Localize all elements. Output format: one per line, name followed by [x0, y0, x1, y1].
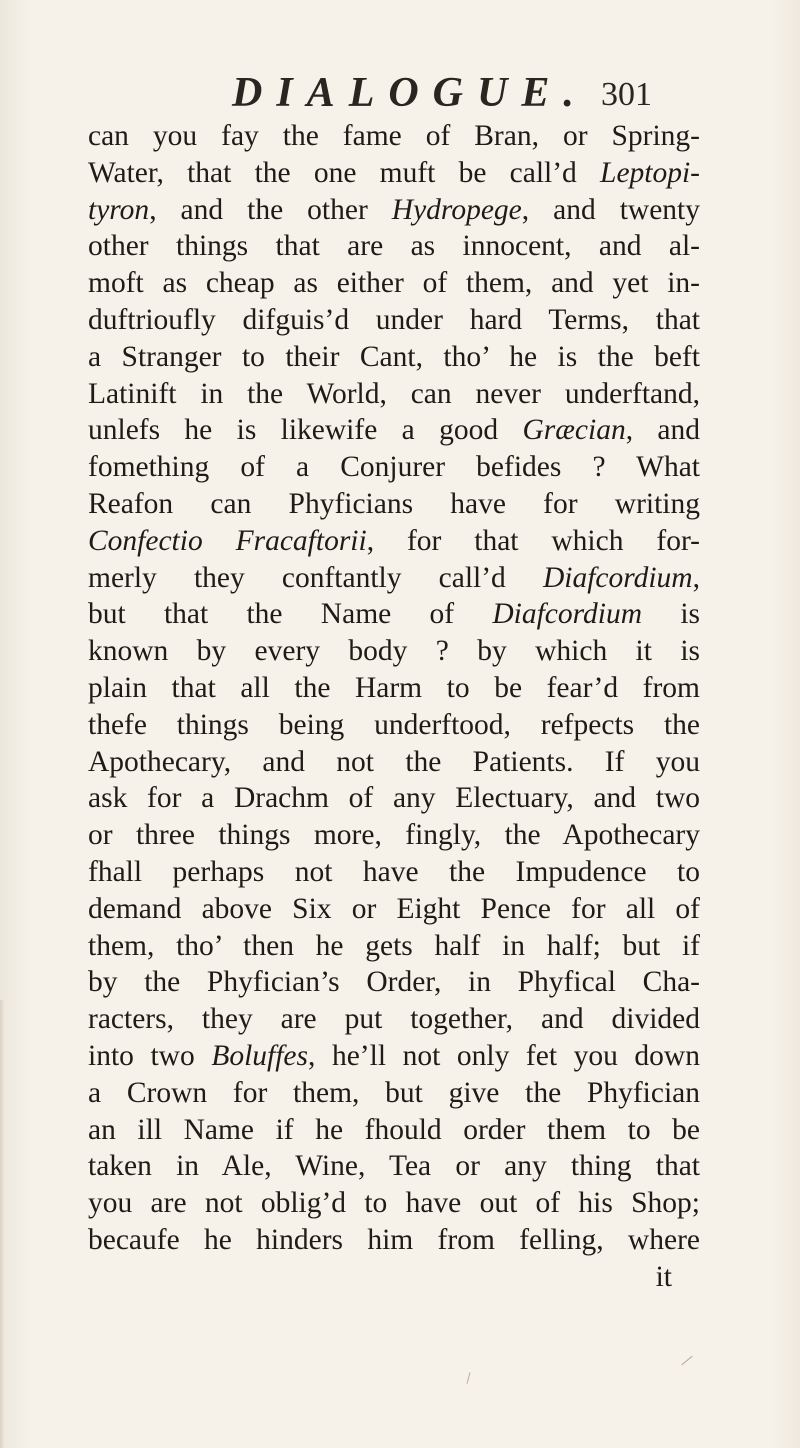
- text-line: [88, 449, 700, 486]
- text-line: [88, 523, 700, 560]
- text-line: [88, 192, 700, 229]
- italic-text-span: Leptopi-: [600, 156, 700, 189]
- text-line: [88, 964, 700, 1001]
- italic-text-span: Boluffes: [211, 1039, 308, 1072]
- text-span: is: [642, 598, 700, 631]
- text-span: Water, that the one muft be call’d: [88, 156, 601, 189]
- italic-text-span: Græcian: [522, 414, 626, 447]
- text-line: [88, 1185, 700, 1222]
- text-line: [88, 1001, 700, 1038]
- text-span: a Crown for them, but give the Phyfician: [88, 1076, 700, 1109]
- text-line: [88, 1222, 700, 1259]
- text-span: merly they conftantly call’d: [88, 561, 543, 594]
- running-head: DIALOGUE.: [232, 70, 588, 116]
- text-span: fomething of a Conjurer befides ? What: [88, 451, 700, 484]
- text-span: plain that all the Harm to be fear’d from: [88, 671, 700, 704]
- italic-text-span: Diafcordium: [542, 561, 693, 594]
- page-number: 301: [601, 76, 652, 113]
- text-line: [88, 707, 700, 744]
- body-text: [88, 118, 700, 1296]
- text-span: thefe things being underftood, refpects the: [88, 708, 700, 741]
- italic-text-span: Diafcordium: [492, 598, 643, 631]
- text-line: [88, 891, 700, 928]
- text-line: [88, 118, 700, 155]
- text-span: it: [655, 1260, 672, 1293]
- text-line: [88, 1148, 700, 1185]
- text-span: , and the other: [149, 193, 392, 226]
- text-span: you are not oblig’d to have out of his Shop;: [88, 1187, 700, 1220]
- text-line: [88, 560, 700, 597]
- text-span: , for that which for-: [366, 524, 700, 557]
- text-line: [88, 854, 700, 891]
- text-span: , and twenty: [521, 193, 701, 226]
- text-line: [88, 780, 700, 817]
- italic-text-span: Confectio Fracaftorii: [88, 524, 367, 557]
- text-span: Apothecary, and not the Patients. If you: [88, 745, 700, 778]
- text-span: moft as cheap as either of them, and yet in-: [88, 267, 700, 300]
- page-edge-shadow: [0, 1000, 6, 1448]
- text-span: duftrioufly difguis’d under hard Terms, that: [88, 303, 700, 336]
- text-line: [88, 265, 700, 302]
- text-line: [88, 596, 700, 633]
- italic-text-span: Hydropege: [391, 193, 522, 226]
- text-span: them, tho’ then he gets half in half; but if: [88, 929, 700, 962]
- text-line: [88, 486, 700, 523]
- italic-text-span: tyron: [88, 193, 150, 226]
- text-line: [88, 670, 700, 707]
- text-line: [88, 1259, 700, 1296]
- text-line: [88, 155, 700, 192]
- text-span: a Stranger to their Cant, tho’ he is the beft: [88, 340, 700, 373]
- text-span: but that the Name of: [88, 598, 493, 631]
- text-line: [88, 928, 700, 965]
- text-line: [88, 1112, 700, 1149]
- text-span: fhall perhaps not have the Impudence to: [88, 855, 700, 888]
- text-span: Latinift in the World, can never underftand,: [88, 377, 700, 410]
- text-span: becaufe he hinders him from felling, where: [88, 1223, 700, 1256]
- text-span: ask for a Drachm of any Electuary, and two: [88, 782, 700, 815]
- text-line: [88, 412, 700, 449]
- text-line: [88, 1038, 700, 1075]
- text-span: demand above Six or Eight Pence for all of: [88, 892, 700, 925]
- text-line: [88, 1075, 700, 1112]
- text-span: other things that are as innocent, and al-: [88, 230, 700, 263]
- text-span: known by every body ? by which it is: [88, 635, 700, 668]
- text-span: can you fay the fame of Bran, or Spring-: [88, 120, 700, 152]
- text-span: an ill Name if he fhould order them to be: [88, 1113, 700, 1146]
- text-span: or three things more, fingly, the Apothecary: [88, 819, 700, 852]
- text-line: [88, 228, 700, 265]
- text-span: racters, they are put together, and divided: [88, 1003, 700, 1036]
- text-line: [88, 339, 700, 376]
- text-span: Reafon can Phyficians have for writing: [88, 487, 700, 520]
- text-line: [88, 817, 700, 854]
- text-span: , he’ll not only fet you down: [308, 1039, 700, 1072]
- text-span: by the Phyfician’s Order, in Phyfical Cha-: [88, 966, 700, 999]
- page-header: [232, 68, 652, 118]
- text-span: taken in Ale, Wine, Tea or any thing that: [88, 1150, 700, 1183]
- text-span: into two: [88, 1039, 212, 1072]
- text-span: , and: [625, 414, 700, 447]
- text-line: [88, 744, 700, 781]
- ink-mark: [466, 1372, 470, 1384]
- text-line: [88, 376, 700, 413]
- text-line: [88, 633, 700, 670]
- text-span: unlefs he is likewife a good: [88, 414, 523, 447]
- ink-mark: [681, 1356, 692, 1366]
- text-span: ,: [692, 561, 700, 594]
- text-line: [88, 302, 700, 339]
